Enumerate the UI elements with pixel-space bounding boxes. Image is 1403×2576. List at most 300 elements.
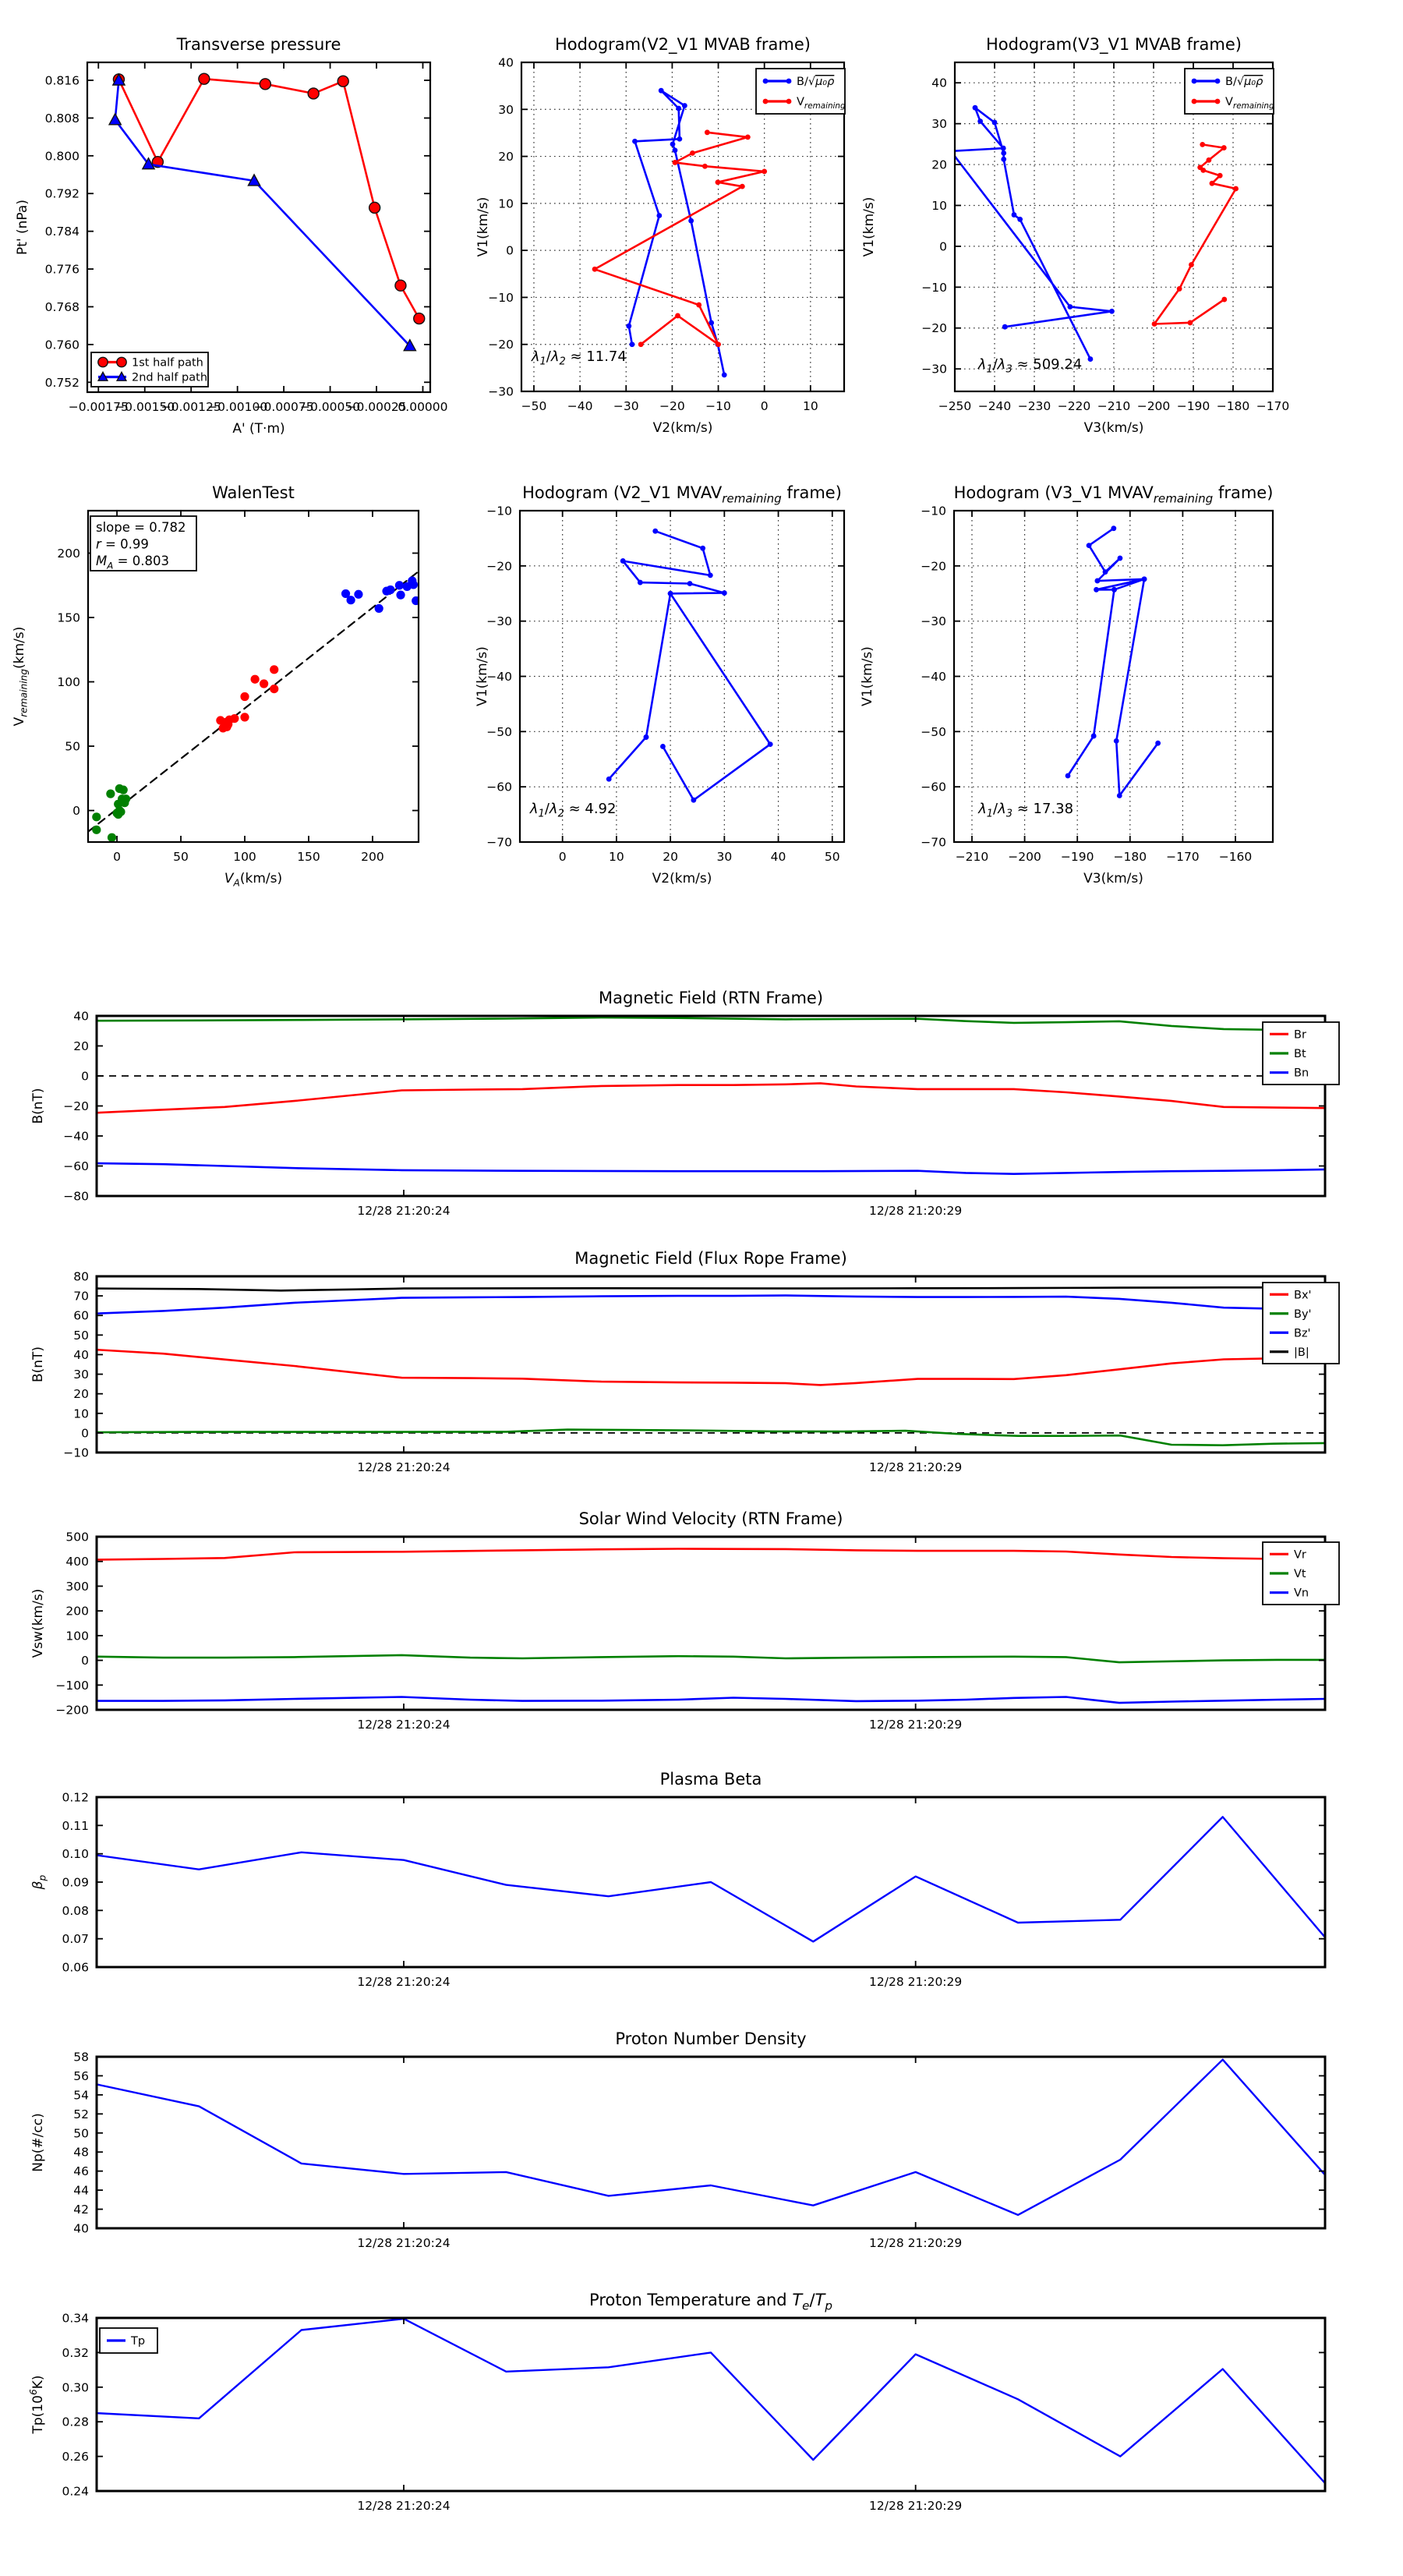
dot-marker (1094, 579, 1100, 584)
dot-marker (1117, 793, 1122, 798)
hodogram-v2v1-mvab-ytick-label: 10 (498, 196, 514, 211)
hodogram-v2v1-mvav-ytick-label: −60 (486, 780, 512, 794)
mf-fluxrope-ytick-label: 30 (73, 1368, 89, 1382)
hodogram-v2v1-mvav-xtick-label: 0 (558, 850, 567, 864)
dot-marker (675, 313, 680, 319)
mf-fluxrope-ytick-label: 60 (73, 1308, 89, 1323)
hodogram-v3v1-mvav-xtick-label: −210 (955, 850, 989, 864)
hodogram-v3v1-mvab-ytick-label: 20 (931, 157, 947, 172)
scatter-point (120, 798, 129, 807)
transverse-pressure-xtick-label: −0.00175 (68, 400, 129, 414)
hodogram-v3v1-mvav-xtick-label: −170 (1166, 850, 1200, 864)
dot-marker (687, 581, 693, 586)
dot-marker (1200, 168, 1206, 173)
circle-marker (199, 73, 210, 84)
plasma-beta-ytick-label: 0.08 (62, 1903, 89, 1918)
hodogram-v2v1-mvav-xtick-label: 40 (770, 850, 786, 864)
vsw-rtn-ytick-label: −100 (55, 1678, 89, 1693)
transverse-pressure-xlabel: A' (T·m) (232, 421, 285, 437)
dot-marker (1111, 587, 1117, 593)
hodogram-v2v1-mvab-xtick-label: −40 (567, 399, 593, 413)
scatter-point (112, 809, 121, 817)
transverse-pressure-xtick-label: −0.00050 (300, 400, 361, 414)
circle-marker (395, 280, 406, 291)
hodogram-v3v1-mvab-ytick-label: 0 (939, 239, 947, 254)
walen-test-xtick-label: 100 (233, 850, 256, 864)
scatter-point (386, 586, 394, 594)
dot-marker (1221, 145, 1227, 150)
dot-marker (690, 150, 695, 156)
hodogram-v2v1-mvab-ylabel: V1(km/s) (475, 196, 491, 257)
proton-density-ytick-label: 54 (73, 2088, 89, 2103)
dot-marker (676, 106, 681, 111)
vsw-rtn-ytick-label: 300 (65, 1579, 89, 1594)
dot-marker (1088, 356, 1094, 362)
hodogram-v2v1-mvab-xtick-label: 10 (802, 399, 818, 413)
hodogram-v2v1-mvab-xtick-label: 0 (760, 399, 769, 413)
mf-rtn-title: Magnetic Field (RTN Frame) (598, 989, 824, 1007)
dot-marker (1017, 217, 1023, 222)
vsw-rtn-ytick-label: 500 (65, 1530, 89, 1545)
scatter-point (354, 590, 362, 599)
walen-test-textbox-line: r = 0.99 (96, 536, 149, 552)
hodogram-v2v1-mvab-annotation: $\lambda_1/\lambda_2 \approx 11.74$ (531, 348, 627, 368)
dot-marker (1001, 146, 1006, 151)
walen-test-title: WalenTest (212, 483, 295, 502)
walen-test-xtick-label: 0 (113, 850, 121, 864)
mf-fluxrope-ytick-label: 40 (73, 1347, 89, 1362)
scatter-point (270, 665, 278, 674)
legend-label: Vt (1294, 1568, 1306, 1580)
mf-fluxrope-ytick-label: 50 (73, 1328, 89, 1343)
dot-marker (696, 303, 702, 308)
dot-marker (786, 79, 792, 84)
vsw-rtn-ylabel: Vsw(km/s) (30, 1588, 46, 1658)
plasma-beta-ytick-label: 0.06 (62, 1960, 89, 1975)
hodogram-v3v1-mvav-ytick-label: −20 (921, 559, 946, 574)
transverse-pressure-ytick-label: 0.760 (44, 338, 80, 352)
dot-marker (977, 119, 983, 124)
dot-marker (1002, 324, 1008, 330)
hodogram-v3v1-mvab-xtick-label: −200 (1136, 399, 1171, 413)
legend-label: Bt (1294, 1048, 1306, 1060)
hodogram-v2v1-mvab-xlabel: V2(km/s) (652, 420, 713, 436)
dot-marker (722, 590, 727, 596)
circle-marker (98, 357, 108, 366)
proton-temperature-ytick-label: 0.32 (62, 2345, 89, 2360)
mf-fluxrope-legend (1263, 1283, 1339, 1364)
mf-rtn-ytick-label: −80 (63, 1189, 89, 1204)
walen-test-ytick-label: 150 (57, 610, 80, 625)
mf-rtn-xtick-label: 12/28 21:20:29 (869, 1204, 963, 1218)
dot-marker (716, 179, 721, 185)
scatter-point (396, 591, 405, 600)
hodogram-v3v1-mvav-ytick-label: −10 (921, 504, 946, 518)
dot-marker (722, 373, 727, 378)
dot-marker (1233, 186, 1239, 192)
hodogram-v3v1-mvab-xtick-label: −170 (1256, 399, 1290, 413)
proton-density-xtick-label: 12/28 21:20:24 (357, 2236, 451, 2250)
dot-marker (716, 341, 721, 347)
scatter-point (395, 581, 404, 589)
proton-temperature-xtick-label: 12/28 21:20:24 (357, 2499, 451, 2513)
transverse-pressure-ytick-label: 0.800 (44, 149, 80, 164)
dot-marker (688, 218, 694, 224)
dot-marker (700, 546, 705, 551)
transverse-pressure-ylabel: Pt' (nPa) (15, 200, 30, 255)
hodogram-v2v1-mvav-ytick-label: −10 (486, 504, 512, 518)
scatter-point (409, 580, 418, 589)
dot-marker (691, 798, 696, 803)
hodogram-v3v1-mvav-xtick-label: −180 (1113, 850, 1147, 864)
hodogram-v2v1-mvav-xlabel: V2(km/s) (652, 871, 712, 886)
hodogram-v3v1-mvab-xtick-label: −210 (1097, 399, 1131, 413)
plasma-beta-ytick-label: 0.12 (62, 1790, 89, 1805)
transverse-pressure-title: Transverse pressure (176, 35, 341, 54)
mf-fluxrope-xtick-label: 12/28 21:20:24 (357, 1460, 451, 1474)
vsw-rtn-ytick-label: 100 (65, 1629, 89, 1644)
proton-density-ytick-label: 52 (73, 2107, 89, 2121)
hodogram-v3v1-mvab-xtick-label: −240 (977, 399, 1012, 413)
walen-test-ytick-label: 200 (57, 546, 80, 561)
proton-temperature-ytick-label: 0.28 (62, 2415, 89, 2429)
dot-marker (1192, 99, 1197, 104)
walen-test-xtick-label: 50 (173, 850, 189, 864)
hodogram-v3v1-mvav-ylabel: V1(km/s) (860, 646, 875, 706)
mf-fluxrope-ytick-label: −10 (63, 1445, 89, 1460)
legend-label: 1st half path (132, 356, 203, 370)
walen-test-xtick-label: 150 (297, 850, 320, 864)
mf-fluxrope-ytick-label: 70 (73, 1289, 89, 1304)
dot-marker (1142, 576, 1147, 582)
transverse-pressure-ytick-label: 0.768 (44, 299, 80, 314)
scatter-point (230, 714, 239, 723)
hodogram-v3v1-mvab-xtick-label: −180 (1216, 399, 1250, 413)
transverse-pressure-ytick-label: 0.792 (44, 186, 80, 201)
hodogram-v2v1-mvab-xtick-label: −10 (705, 399, 731, 413)
dot-marker (606, 777, 612, 782)
dot-marker (670, 141, 676, 147)
transverse-pressure-xtick-label: −0.00100 (207, 400, 268, 414)
proton-density-ytick-label: 50 (73, 2126, 89, 2141)
hodogram-v2v1-mvav-ytick-label: −50 (486, 724, 512, 739)
hodogram-v2v1-mvab-legend (756, 69, 846, 114)
hodogram-v2v1-mvab-ytick-label: 40 (498, 55, 514, 70)
hodogram-v2v1-mvav-xtick-label: 20 (663, 850, 678, 864)
dot-marker (762, 168, 767, 174)
mf-fluxrope-ytick-label: 20 (73, 1387, 89, 1402)
dot-marker (768, 741, 773, 747)
dot-marker (659, 88, 664, 94)
plasma-beta-ylabel: $\beta_p$ (30, 1874, 48, 1890)
proton-density-ylabel: Np(#/cc) (30, 2113, 46, 2172)
plasma-beta-ytick-label: 0.07 (62, 1932, 89, 1947)
scatter-point (240, 692, 249, 701)
dot-marker (1189, 262, 1194, 267)
circle-marker (369, 202, 380, 213)
hodogram-v2v1-mvav-ytick-label: −30 (486, 614, 512, 629)
dot-marker (763, 99, 769, 104)
dot-marker (677, 136, 682, 142)
hodogram-v2v1-mvav-title: Hodogram (V2_V1 $MVAV_{remaining}$ frame) (522, 483, 842, 506)
walen-test-ytick-label: 100 (57, 675, 80, 690)
transverse-pressure-xtick-label: −0.00125 (161, 400, 221, 414)
dot-marker (673, 160, 678, 165)
dot-marker (1068, 304, 1073, 310)
mf-fluxrope-ytick-label: 10 (73, 1407, 89, 1421)
proton-density-ytick-label: 58 (73, 2050, 89, 2065)
hodogram-v2v1-mvav-ytick-label: −70 (486, 835, 512, 850)
mf-fluxrope-ytick-label: 80 (73, 1269, 89, 1284)
legend-label: Bx' (1294, 1289, 1312, 1302)
legend-label: $V_{remaining}$ (1225, 96, 1274, 111)
dot-marker (702, 164, 708, 169)
dot-marker (660, 744, 666, 749)
hodogram-v3v1-mvab-xtick-label: −250 (938, 399, 972, 413)
plasma-beta-ytick-label: 0.11 (62, 1818, 89, 1833)
dot-marker (656, 213, 662, 218)
proton-density-ytick-label: 48 (73, 2145, 89, 2160)
dot-marker (1221, 297, 1227, 303)
dot-marker (638, 341, 644, 347)
circle-marker (117, 357, 126, 366)
dot-marker (673, 147, 678, 153)
dot-marker (620, 558, 626, 564)
transverse-pressure-xtick-label: −0.00025 (346, 400, 407, 414)
circle-marker (260, 79, 270, 90)
dot-marker (592, 267, 598, 272)
scatter-point (108, 833, 116, 842)
dot-marker (708, 572, 713, 578)
vsw-rtn-legend (1263, 1542, 1339, 1605)
dot-marker (705, 129, 710, 135)
hodogram-v3v1-mvav-xtick-label: −160 (1218, 850, 1253, 864)
proton-temperature-title: Proton Temperature and $T_e/T_p$ (589, 2291, 832, 2313)
dot-marker (973, 105, 978, 111)
hodogram-v3v1-mvab-xlabel: V3(km/s) (1083, 420, 1144, 436)
walen-test-xlabel: $V_A(km/s)$ (224, 871, 283, 889)
proton-density-xtick-label: 12/28 21:20:29 (869, 2236, 963, 2250)
dot-marker (1001, 157, 1006, 162)
dot-marker (992, 120, 998, 126)
scatter-point (92, 812, 101, 821)
legend-label: Br (1294, 1028, 1306, 1042)
proton-temperature-ytick-label: 0.34 (62, 2311, 89, 2326)
hodogram-v3v1-mvab-ylabel: V1(km/s) (861, 196, 877, 257)
dot-marker (1114, 738, 1119, 744)
legend-label: Vr (1294, 1548, 1306, 1562)
walen-test-ylabel: $V_{remaining}(km/s)$ (12, 626, 30, 727)
scatter-point (119, 786, 128, 794)
dot-marker (632, 139, 638, 144)
mf-rtn-ytick-label: 20 (73, 1039, 89, 1053)
dot-marker (1012, 212, 1017, 218)
legend-label: Vn (1294, 1587, 1309, 1600)
proton-density-title: Proton Number Density (615, 2029, 807, 2048)
scatter-point (251, 675, 260, 684)
hodogram-v2v1-mvab-xtick-label: −30 (613, 399, 639, 413)
plasma-beta-ytick-label: 0.09 (62, 1875, 89, 1890)
walen-test-textbox-line: slope = 0.782 (96, 520, 186, 535)
hodogram-v3v1-mvav-ytick-label: −60 (921, 780, 946, 794)
vsw-rtn-ytick-label: −200 (55, 1703, 89, 1718)
plasma-beta-xtick-label: 12/28 21:20:24 (357, 1975, 451, 1989)
hodogram-v2v1-mvav-xtick-label: 30 (716, 850, 733, 864)
scatter-point (92, 826, 101, 834)
legend-label: $V_{remaining}$ (797, 96, 846, 111)
hodogram-v2v1-mvab-ytick-label: 0 (506, 243, 514, 258)
dot-marker (1206, 157, 1211, 163)
dot-marker (1217, 173, 1223, 179)
hodogram-v3v1-mvab-ytick-label: −20 (921, 321, 947, 336)
hodogram-v3v1-mvab-annotation: $\lambda_1/\lambda_3 \approx 509.24$ (977, 356, 1083, 376)
dot-marker (1111, 525, 1116, 531)
vsw-rtn-xtick-label: 12/28 21:20:24 (357, 1718, 451, 1732)
dot-marker (1177, 286, 1182, 292)
hodogram-v3v1-mvav-ytick-label: −50 (921, 724, 946, 739)
plasma-beta-ytick-label: 0.10 (62, 1847, 89, 1862)
mf-fluxrope-ylabel: B(nT) (30, 1346, 46, 1383)
dot-marker (1200, 142, 1205, 147)
transverse-pressure-xtick-label: −0.00075 (253, 400, 314, 414)
dot-marker (638, 580, 643, 586)
scatter-point (270, 685, 278, 693)
hodogram-v2v1-mvab-ytick-label: −10 (488, 290, 514, 305)
hodogram-v2v1-mvav-xtick-label: 10 (609, 850, 624, 864)
dot-marker (652, 529, 658, 534)
legend-label: B/√μ₀ρ (797, 76, 835, 88)
vsw-rtn-ytick-label: 400 (65, 1555, 89, 1569)
mf-rtn-ytick-label: 40 (73, 1009, 89, 1024)
dot-marker (1210, 181, 1215, 186)
walen-test-ytick-label: 0 (72, 804, 80, 819)
hodogram-v3v1-mvav-xtick-label: −200 (1008, 850, 1041, 864)
hodogram-v2v1-mvab-title: Hodogram(V2_V1 MVAB frame) (555, 35, 811, 54)
transverse-pressure-ytick-label: 0.808 (44, 111, 80, 126)
dot-marker (763, 79, 769, 84)
plasma-beta-xtick-label: 12/28 21:20:29 (869, 1975, 963, 1989)
hodogram-v3v1-mvav-ytick-label: −40 (921, 670, 946, 684)
dot-marker (1066, 773, 1071, 779)
legend-label: Bz' (1294, 1327, 1311, 1340)
hodogram-v3v1-mvav-xtick-label: −190 (1060, 850, 1094, 864)
transverse-pressure-legend (91, 352, 208, 387)
hodogram-v3v1-mvab-title: Hodogram(V3_V1 MVAB frame) (986, 35, 1242, 54)
transverse-pressure-ytick-label: 0.776 (44, 262, 80, 277)
proton-temperature-ytick-label: 0.26 (62, 2450, 89, 2465)
dot-marker (1215, 79, 1221, 84)
scatter-point (347, 596, 355, 604)
proton-temperature-ytick-label: 0.30 (62, 2380, 89, 2395)
mf-rtn-ytick-label: −60 (63, 1159, 89, 1173)
dot-marker (1087, 543, 1092, 548)
hodogram-v2v1-mvab-xtick-label: −50 (521, 399, 547, 413)
hodogram-v2v1-mvav-ytick-label: −40 (486, 670, 512, 684)
legend-label: B/√μ₀ρ (1225, 76, 1263, 88)
hodogram-v3v1-mvab-legend (1185, 69, 1274, 114)
hodogram-v2v1-mvab-ytick-label: −20 (488, 338, 514, 352)
mf-rtn-ylabel: B(nT) (30, 1088, 46, 1124)
scatter-point (260, 679, 268, 688)
hodogram-v3v1-mvab-ytick-label: −30 (921, 362, 947, 377)
proton-temperature-ytick-label: 0.24 (62, 2484, 89, 2499)
hodogram-v2v1-mvav-annotation: $\lambda_1/\lambda_2 \approx 4.92$ (529, 801, 617, 820)
dot-marker (1091, 734, 1097, 739)
hodogram-v2v1-mvab-ytick-label: 20 (498, 150, 514, 165)
dot-marker (682, 103, 687, 108)
vsw-rtn-ytick-label: 0 (81, 1654, 89, 1668)
hodogram-v3v1-mvab-ytick-label: −10 (921, 280, 947, 295)
dot-marker (740, 184, 745, 189)
circle-marker (414, 313, 425, 324)
hodogram-v3v1-mvav-annotation: $\lambda_1/\lambda_3 \approx 17.38$ (978, 801, 1074, 820)
dot-marker (1192, 79, 1197, 84)
circle-marker (308, 88, 319, 99)
proton-density-ytick-label: 46 (73, 2164, 89, 2179)
dot-marker (1215, 99, 1221, 104)
legend-label: Bn (1294, 1067, 1309, 1080)
dot-marker (1094, 587, 1099, 593)
dot-marker (1188, 320, 1193, 326)
hodogram-v3v1-mvav-ytick-label: −70 (921, 835, 946, 850)
vsw-rtn-ytick-label: 200 (65, 1604, 89, 1619)
legend-label: |B| (1294, 1346, 1309, 1359)
dot-marker (630, 341, 635, 347)
proton-density-ytick-label: 40 (73, 2221, 89, 2236)
hodogram-v3v1-mvab-xtick-label: −190 (1176, 399, 1210, 413)
legend-label: 2nd half path (132, 371, 208, 384)
dot-marker (1118, 556, 1123, 561)
mf-rtn-ytick-label: −40 (63, 1129, 89, 1144)
proton-density-ytick-label: 56 (73, 2068, 89, 2083)
mf-rtn-xtick-label: 12/28 21:20:24 (357, 1204, 451, 1218)
vsw-rtn-title: Solar Wind Velocity (RTN Frame) (578, 1509, 843, 1528)
hodogram-v3v1-mvab-ytick-label: 40 (931, 76, 947, 90)
dot-marker (786, 99, 792, 104)
transverse-pressure-ytick-label: 0.816 (44, 73, 80, 88)
dot-marker (745, 134, 751, 140)
mf-rtn-ytick-label: −20 (63, 1099, 89, 1113)
mf-fluxrope-ytick-label: 0 (81, 1426, 89, 1441)
mf-rtn-ytick-label: 0 (81, 1069, 89, 1084)
mf-fluxrope-xtick-label: 12/28 21:20:29 (869, 1460, 963, 1474)
hodogram-v2v1-mvav-xtick-label: 50 (824, 850, 840, 864)
hodogram-v2v1-mvab-xtick-label: −20 (659, 399, 685, 413)
dot-marker (1109, 309, 1115, 314)
proton-temperature-legend (100, 2328, 157, 2353)
transverse-pressure-ytick-label: 0.752 (44, 375, 80, 390)
hodogram-v3v1-mvab-ytick-label: 30 (931, 117, 947, 132)
vsw-rtn-xtick-label: 12/28 21:20:29 (869, 1718, 963, 1732)
dot-marker (668, 591, 673, 596)
mf-rtn-legend (1263, 1022, 1339, 1085)
legend-label: Tp (131, 2335, 146, 2348)
proton-density-ytick-label: 42 (73, 2203, 89, 2217)
hodogram-v3v1-mvav-title: Hodogram (V3_V1 $MVAV_{remaining}$ frame) (953, 483, 1274, 506)
hodogram-v3v1-mvab-xtick-label: −230 (1017, 399, 1051, 413)
dot-marker (1155, 741, 1161, 746)
hodogram-v2v1-mvab-ytick-label: −30 (488, 384, 514, 399)
mf-fluxrope-title: Magnetic Field (Flux Rope Frame) (574, 1249, 847, 1268)
plasma-beta-title: Plasma Beta (659, 1770, 762, 1789)
proton-temperature-xtick-label: 12/28 21:20:29 (869, 2499, 963, 2513)
hodogram-v3v1-mvav-xlabel: V3(km/s) (1083, 871, 1143, 886)
legend-label: By' (1294, 1307, 1312, 1321)
transverse-pressure-xtick-label: 0.00000 (398, 400, 448, 414)
transverse-pressure-xtick-label: −0.00150 (115, 400, 175, 414)
hodogram-v3v1-mvav-ytick-label: −30 (921, 614, 946, 629)
dot-marker (1152, 321, 1157, 327)
